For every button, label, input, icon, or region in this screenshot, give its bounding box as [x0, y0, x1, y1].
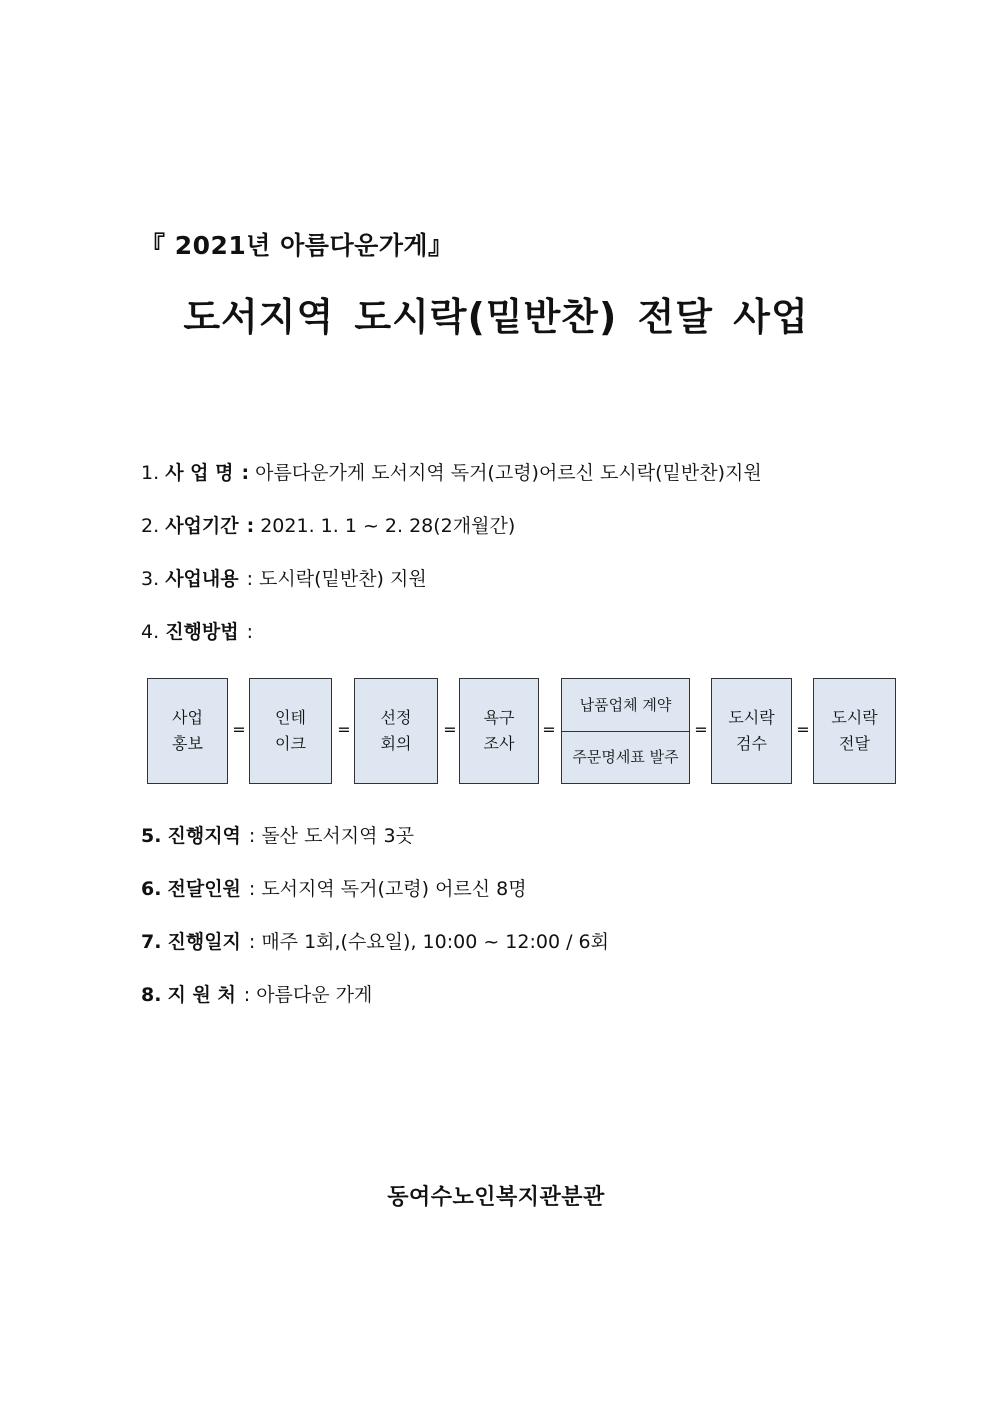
item-number: 3. [141, 568, 160, 590]
flow-separator: = [542, 720, 556, 739]
item-label: 전달인원 [167, 878, 241, 900]
item-number: 7. [141, 931, 162, 953]
item-recipients [141, 874, 527, 901]
item-colon: : [246, 515, 255, 537]
flow-step-line: 욕구 [483, 708, 515, 727]
flow-step-promotion [147, 678, 228, 784]
flow-separator: = [796, 720, 810, 739]
flow-step-line: 검수 [736, 734, 767, 753]
item-process-region [141, 821, 414, 848]
flow-step-line: 인테 [275, 708, 306, 727]
flow-step-line: 도시락 [831, 708, 878, 727]
process-flow [0, 678, 992, 788]
item-value: 아름다운가게 도서지역 독거(고령)어르신 도시락(밑반찬)지원 [255, 462, 762, 484]
item-label: 진행지역 [167, 825, 241, 847]
flow-separator: = [337, 720, 351, 739]
flow-step-needs-survey [459, 678, 539, 784]
item-number: 8. [141, 984, 162, 1006]
item-label: 지 원 처 [167, 984, 236, 1006]
flow-step-line: 도시락 [728, 708, 775, 727]
item-number: 2. [141, 515, 160, 537]
item-number: 1. [141, 462, 160, 484]
item-project-name [141, 458, 762, 485]
flow-step-line: 전달 [839, 734, 870, 753]
flow-step-line: 홍보 [172, 734, 203, 753]
item-colon: : [243, 984, 251, 1006]
organization-name: 동여수노인복지관분관 [387, 1185, 605, 1210]
flow-step-intake [249, 678, 332, 784]
item-label: 진행방법 [165, 621, 239, 643]
item-value: 매주 1회,(수요일), 10:00 ~ 12:00 / 6회 [261, 931, 609, 953]
flow-step-contract-order [561, 678, 690, 784]
item-colon: : [246, 621, 254, 643]
document-subtitle: 『 2021년 아름다운가게』 [140, 231, 454, 260]
item-value: 도시락(밑반찬) 지원 [259, 568, 427, 590]
item-label: 사 업 명 [165, 462, 234, 484]
flow-step-contract: 납품업체 계약 [562, 679, 689, 732]
item-label: 사업기간 [165, 515, 239, 537]
item-label: 진행일지 [167, 931, 241, 953]
item-process-method [141, 617, 259, 644]
document-title: 도서지역 도시락(밑반찬) 전달 사업 [183, 295, 809, 339]
flow-step-order: 주문명세표 발주 [572, 748, 679, 767]
item-colon: : [248, 878, 256, 900]
flow-step-line: 회의 [380, 734, 412, 753]
flow-step-line: 선정 [380, 708, 412, 727]
item-colon: : [246, 568, 254, 590]
item-number: 6. [141, 878, 162, 900]
item-number: 4. [141, 621, 160, 643]
flow-separator: = [694, 720, 708, 739]
item-project-period [141, 511, 515, 538]
item-colon: : [248, 931, 256, 953]
item-project-content [141, 564, 427, 591]
item-schedule [141, 927, 609, 954]
flow-step-line: 조사 [483, 734, 515, 753]
item-supporter [141, 980, 372, 1007]
item-colon: : [248, 825, 256, 847]
flow-step-inspection [711, 678, 792, 784]
flow-step-delivery [813, 678, 896, 784]
flow-step-selection-meeting [354, 678, 438, 784]
item-value: 아름다운 가게 [256, 984, 373, 1006]
item-value: 돌산 도서지역 3곳 [261, 825, 414, 847]
item-number: 5. [141, 825, 162, 847]
flow-separator: = [443, 720, 457, 739]
item-label: 사업내용 [165, 568, 239, 590]
item-value: 2021. 1. 1 ~ 2. 28(2개월간) [260, 515, 516, 537]
flow-step-line: 이크 [275, 734, 306, 753]
item-colon: : [241, 462, 250, 484]
flow-step-line: 사업 [172, 708, 203, 727]
item-value: 도서지역 독거(고령) 어르신 8명 [261, 878, 527, 900]
flow-separator: = [232, 720, 246, 739]
